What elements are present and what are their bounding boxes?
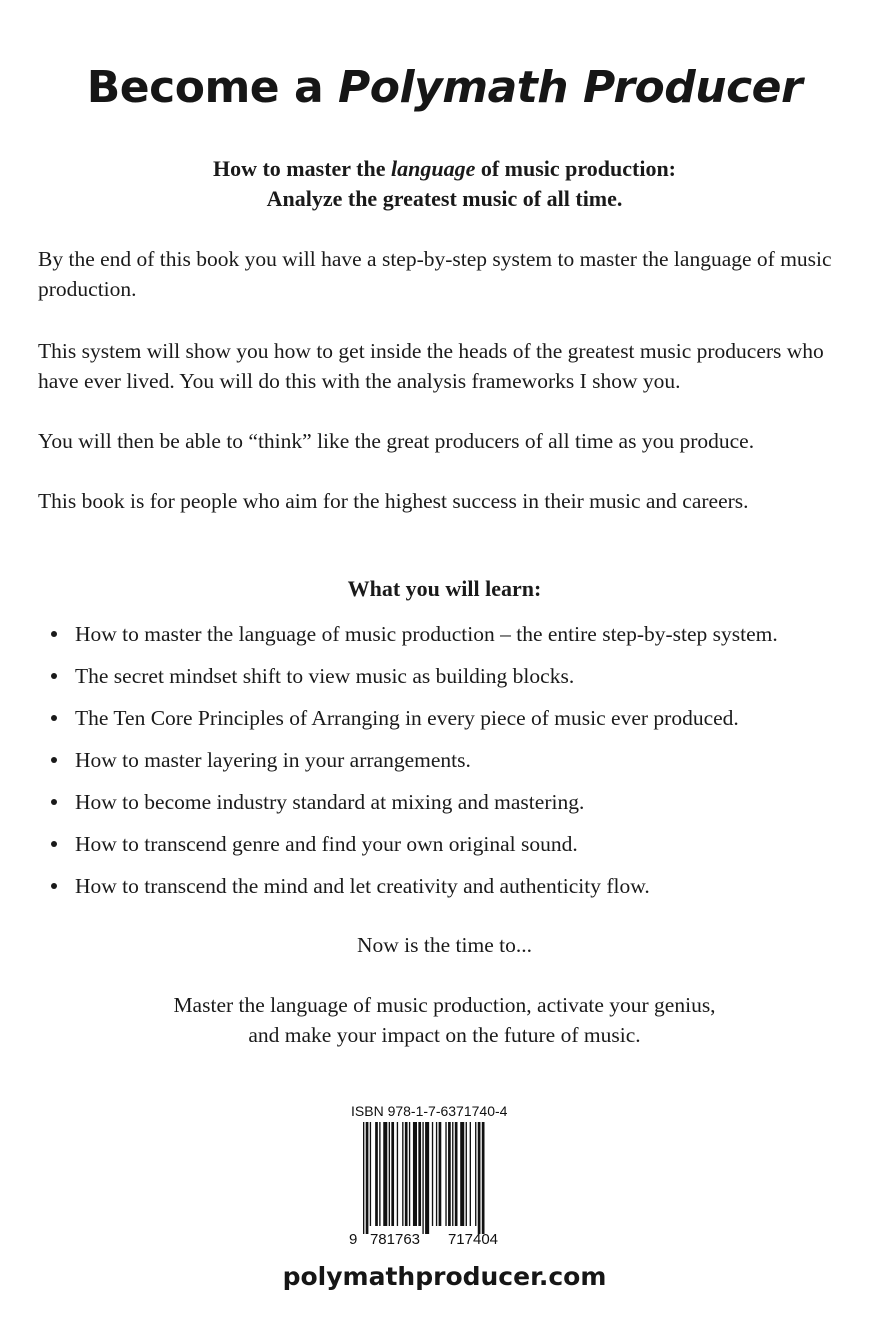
barcode-bar [405,1122,408,1226]
barcode-bar [413,1122,417,1226]
barcode-bar [383,1122,387,1226]
subheading-suffix: of music production: [475,156,677,181]
barcode-bar [409,1122,410,1226]
learn-heading: What you will learn: [347,576,542,601]
barcode-bar [482,1122,485,1234]
paragraph-1: By the end of this book you will have a step-by-step system to master the language of music production. [38,247,832,301]
barcode-bar [375,1122,378,1226]
barcode-bar [436,1122,437,1226]
barcode-bar [389,1122,390,1226]
list-item: How to become industry standard at mixing and mastering. [50,786,870,828]
barcode-bar [470,1122,471,1226]
list-item: The secret mindset shift to view music as building blocks. [50,660,870,702]
subheading-line-2: Analyze the greatest music of all time. [266,186,623,211]
list-item: How to transcend genre and find your own original sound. [50,828,870,870]
list-item: How to transcend the mind and let creativity and authenticity flow. [50,870,870,912]
barcode-bar [363,1122,364,1234]
barcode-bar [439,1122,442,1226]
closing-line-2: Master the language of music production, activate your genius, [173,993,716,1017]
barcode-digits-left: 781763 [369,1231,421,1246]
barcode-bar [460,1122,464,1226]
title-prefix: Become a [86,62,338,113]
barcode-bar [391,1122,394,1226]
barcode-bar [402,1122,403,1226]
barcode-digit-first: 9 [349,1231,358,1246]
barcode-bar [432,1122,433,1226]
title-italic: Polymath Producer [337,62,803,113]
list-item: The Ten Core Principles of Arranging in every piece of music ever produced. [50,702,870,744]
barcode-bar [418,1122,421,1226]
barcode-bar [379,1122,380,1226]
list-item: How to master layering in your arrangements. [50,744,870,786]
barcode-digits-right: 717404 [447,1231,499,1246]
barcode-bar [448,1122,451,1226]
barcode-bar [366,1122,369,1234]
website-link[interactable]: polymathproducer.com [282,1262,607,1291]
learn-list [50,618,870,912]
subheading-line-1 [0,154,889,184]
barcode-bar [478,1122,481,1234]
closing-line-3: and make your impact on the future of music. [248,1023,641,1047]
barcode-bar [445,1122,446,1226]
paragraph-3: You will then be able to “think” like the great producers of all time as you produce. [38,429,755,453]
barcode-bar [425,1122,429,1234]
barcode-bar [475,1122,476,1226]
subheading-prefix: How to master the [212,156,391,181]
barcode-bar [466,1122,467,1226]
closing-line-1: Now is the time to... [357,933,532,957]
barcode-bar [422,1122,423,1234]
paragraph-2: This system will show you how to get inside the heads of the greatest music producers who have ever lived. You will do this with the analysis frameworks I show you. [38,339,824,393]
paragraph-4: This book is for people who aim for the highest success in their music and careers. [38,489,749,513]
isbn-label: ISBN 978-1-7-6371740-4 [351,1103,508,1119]
barcode-bar [452,1122,453,1226]
barcode-icon [345,1122,521,1246]
barcode-bar [370,1122,371,1226]
list-item: How to master the language of music production – the entire step-by-step system. [50,618,870,660]
barcode-bar [397,1122,398,1226]
book-title [0,62,889,113]
subheading-italic: language [390,156,476,181]
barcode-bar [455,1122,458,1226]
